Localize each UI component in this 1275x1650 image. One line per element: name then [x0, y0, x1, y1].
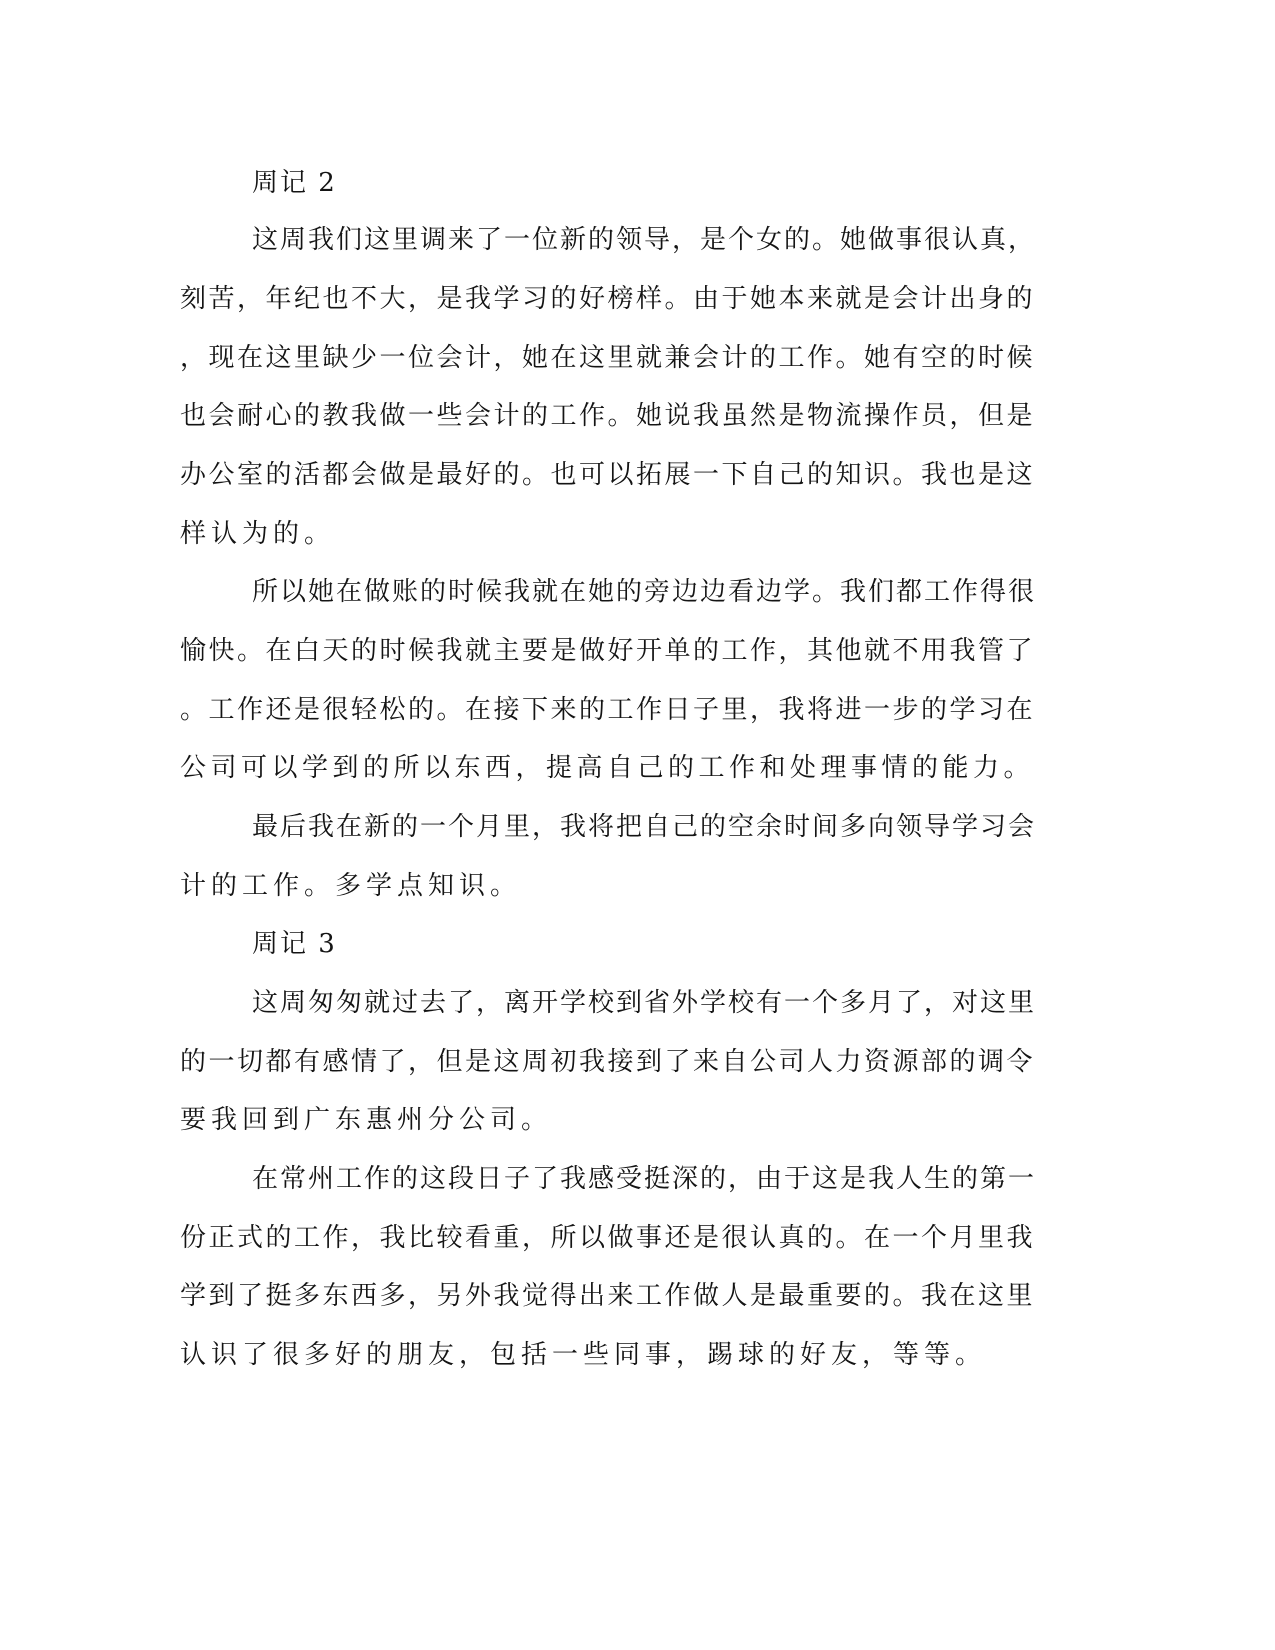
paragraph-line: 办公室的活都会做是最好的。也可以拓展一下自己的知识。我也是这 — [180, 460, 1036, 490]
paragraph-line: 这周匆匆就过去了，离开学校到省外学校有一个多月了，对这里 — [252, 988, 1037, 1018]
paragraph-line: 刻苦，年纪也不大，是我学习的好榜样。由于她本来就是会计出身的 — [180, 284, 1036, 314]
paragraph-line: 计的工作。多学点知识。 — [180, 871, 522, 901]
paragraph-line: 这周我们这里调来了一位新的领导，是个女的。她做事很认真， — [252, 225, 1037, 255]
paragraph-line: 最后我在新的一个月里，我将把自己的空余时间多向领导学习会 — [252, 812, 1037, 842]
paragraph-line: 样认为的。 — [180, 519, 336, 549]
paragraph-line: 在常州工作的这段日子了我感受挺深的，由于这是我人生的第一 — [252, 1164, 1037, 1194]
entry-heading: 周记 3 — [252, 929, 337, 959]
paragraph-line: 学到了挺多东西多，另外我觉得出来工作做人是最重要的。我在这里 — [180, 1281, 1036, 1311]
paragraph-line: 认识了很多好的朋友，包括一些同事，踢球的好友，等等。 — [180, 1340, 987, 1370]
paragraph-line: 公司可以学到的所以东西，提高自己的工作和处理事情的能力。 — [180, 753, 1035, 783]
paragraph-line: ，现在这里缺少一位会计，她在这里就兼会计的工作。她有空的时候 — [180, 343, 1036, 373]
entry-heading: 周记 2 — [252, 168, 337, 198]
paragraph-line: 。工作还是很轻松的。在接下来的工作日子里，我将进一步的学习在 — [180, 695, 1036, 725]
paragraph-line: 要我回到广东惠州分公司。 — [180, 1105, 553, 1135]
paragraph-line: 份正式的工作，我比较看重，所以做事还是很认真的。在一个月里我 — [180, 1223, 1036, 1253]
paragraph-line: 的一切都有感情了，但是这周初我接到了来自公司人力资源部的调令 — [180, 1047, 1036, 1077]
paragraph-line: 所以她在做账的时候我就在她的旁边边看边学。我们都工作得很 — [252, 577, 1037, 607]
paragraph-line: 愉快。在白天的时候我就主要是做好开单的工作，其他就不用我管了 — [180, 636, 1036, 666]
paragraph-line: 也会耐心的教我做一些会计的工作。她说我虽然是物流操作员，但是 — [180, 401, 1036, 431]
